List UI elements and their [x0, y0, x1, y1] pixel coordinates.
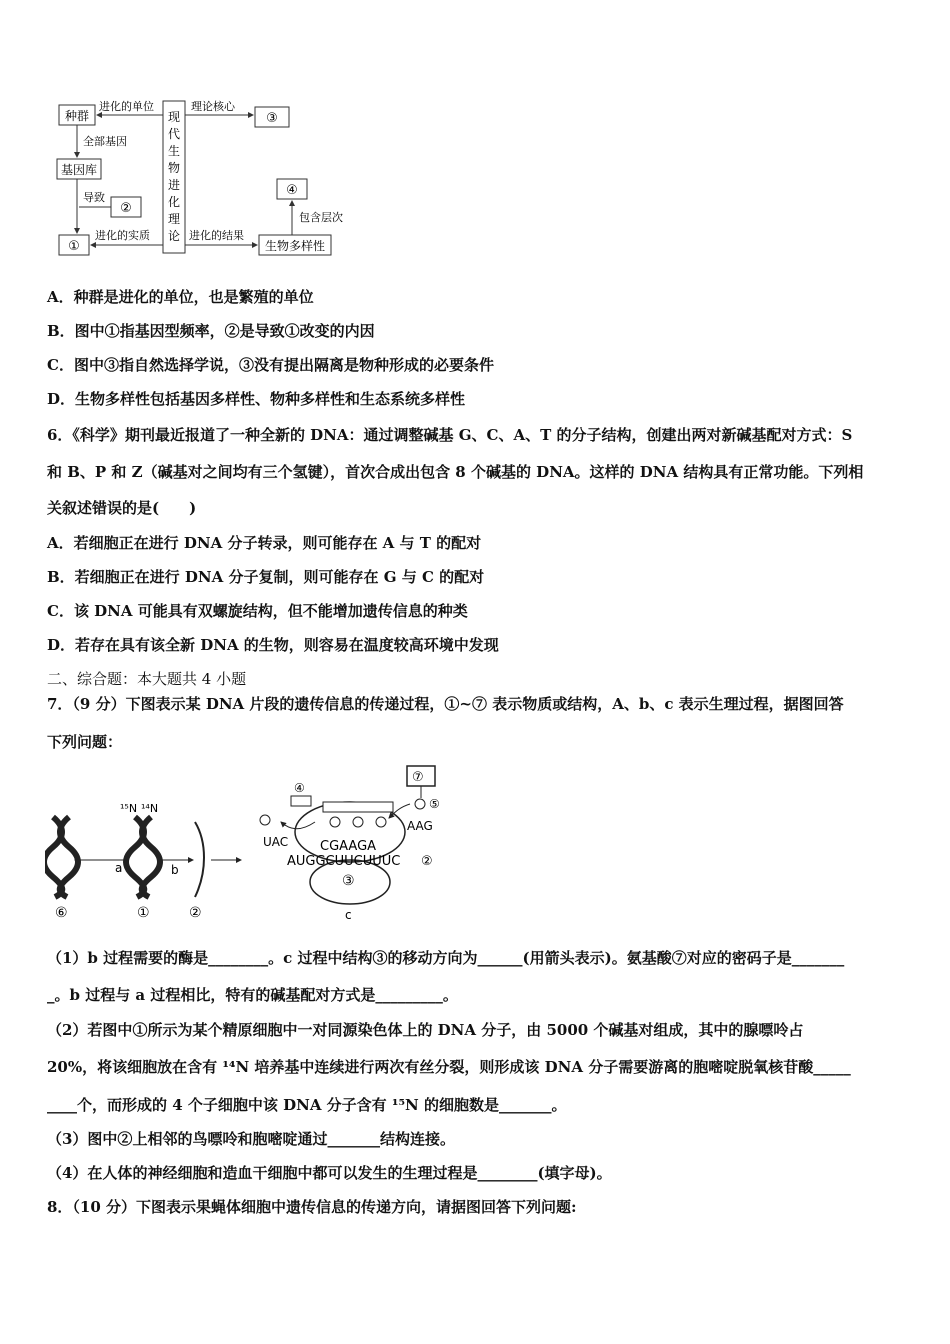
label-2-mrna: ② — [421, 854, 433, 869]
theory-char: 代 — [167, 127, 181, 141]
q6-stem-line2: 和 B、P 和 Z（碱基对之间均有三个氢键），首次合成出包含 8 个碱基的 DNA。这样的 DNA 结构具有正常功能。下列相 — [47, 463, 864, 481]
q5-option-d: D．生物多样性包括基因多样性、物种多样性和生态系统多样性 — [47, 390, 466, 408]
q7-part2-line2: 20%，将该细胞放在含有 ¹⁴N 培养基中连续进行两次有丝分裂，则形成该 DNA 分子需要游离的胞嘧啶脱氧核苷酸_____ — [47, 1058, 851, 1076]
codon-aag: AAG — [407, 819, 433, 833]
q6-option-c: C．该 DNA 可能具有双螺旋结构，但不能增加遗传信息的种类 — [47, 602, 468, 620]
mrna-sequence: AUGGCUUCUUUC — [287, 854, 401, 869]
core-label: 理论核心 — [191, 100, 235, 113]
q6-option-b: B．若细胞正在进行 DNA 分子复制，则可能存在 G 与 C 的配对 — [47, 568, 485, 586]
label-6: ⑥ — [55, 905, 68, 921]
gene-expression-diagram — [45, 762, 445, 922]
single-strand-2 — [195, 822, 204, 897]
anticodon-cgaaga: CGAAGA — [320, 839, 377, 854]
gene-pool-box: 基因库 — [60, 163, 98, 177]
label-7: ⑦ — [412, 770, 424, 785]
cause-label: 导致 — [83, 191, 105, 204]
unit-label: 进化的单位 — [99, 100, 154, 113]
label-3: ③ — [342, 873, 355, 889]
box-4: ④ — [286, 183, 298, 198]
n15-label: ¹⁵N — [120, 802, 138, 815]
all-genes-label: 全部基因 — [83, 135, 127, 148]
theory-char: 现 — [167, 110, 181, 124]
theory-char: 物 — [167, 161, 181, 175]
q6-option-d: D．若存在具有该全新 DNA 的生物，则容易在温度较高环境中发现 — [47, 636, 499, 654]
q7-part1-line2: _。b 过程与 a 过程相比，特有的碱基配对方式是_________。 — [47, 986, 458, 1004]
q7-part2-line3: ____个，而形成的 4 个子细胞中该 DNA 分子含有 ¹⁵N 的细胞数是_______。 — [47, 1096, 567, 1114]
process-c: c — [345, 908, 352, 922]
label-2: ② — [189, 905, 202, 921]
theory-vertical-label — [168, 110, 180, 243]
essence-label: 进化的实质 — [95, 229, 150, 242]
result-label: 进化的结果 — [189, 229, 244, 242]
n14-label: ¹⁴N — [141, 802, 159, 815]
box-1: ① — [68, 239, 80, 254]
q8-stem: 8．（10 分）下图表示果蝇体细胞中遗传信息的传递方向，请据图回答下列问题: — [47, 1198, 577, 1216]
levels-label: 包含层次 — [299, 211, 343, 224]
q7-part2-line1: （2）若图中①所示为某个精原细胞中一对同源染色体上的 DNA 分子，由 5000 个碱基对组成，其中的腺嘌呤占 — [47, 1021, 804, 1039]
theory-char: 论 — [167, 229, 181, 243]
theory-char: 生 — [167, 144, 181, 158]
evolution-concept-diagram — [55, 97, 355, 262]
dna-helix-1 — [126, 817, 160, 897]
q7-part3: （3）图中②上相邻的鸟嘌呤和胞嘧啶通过_______结构连接。 — [47, 1130, 455, 1148]
theory-char: 理 — [167, 212, 181, 226]
theory-char: 化 — [167, 195, 181, 209]
diversity-box: 生物多样性 — [264, 239, 326, 253]
box-2: ② — [120, 201, 132, 216]
q6-stem-line1: 6．《科学》期刊最近报道了一种全新的 DNA：通过调整碱基 G、C、A、T 的分子结构，创建出两对新碱基配对方式：S — [47, 426, 853, 444]
process-a: a — [115, 861, 123, 875]
box-3: ③ — [266, 111, 278, 126]
population-box: 种群 — [64, 109, 90, 123]
anticodon-uac: UAC — [263, 835, 289, 849]
process-b: b — [171, 863, 179, 877]
q5-option-a: A．种群是进化的单位，也是繁殖的单位 — [47, 288, 314, 306]
label-1: ① — [137, 905, 150, 921]
q7-part1-line1: （1）b 过程需要的酶是________。c 过程中结构③的移动方向为______(用箭头表示)。氨基酸⑦对应的密码子是_______ — [47, 949, 845, 967]
dna-helix-6 — [45, 817, 78, 897]
q6-stem-line3: 关叙述错误的是( ) — [47, 499, 197, 517]
q5-option-c: C．图中③指自然选择学说，③没有提出隔离是物种形成的必要条件 — [47, 356, 494, 374]
section-heading: 二、综合题：本大题共 4 小题 — [47, 670, 247, 688]
q7-stem-line1: 7．（9 分）下图表示某 DNA 片段的遗传信息的传递过程，①~⑦ 表示物质或结构，A、b、c 表示生理过程，据图回答 — [47, 695, 844, 713]
theory-char: 进 — [167, 178, 181, 192]
label-5: ⑤ — [429, 797, 440, 811]
q7-part4: （4）在人体的神经细胞和造血干细胞中都可以发生的生理过程是________(填字母)。 — [47, 1164, 612, 1182]
q5-option-b: B．图中①指基因型频率，②是导致①改变的内因 — [47, 322, 375, 340]
label-4: ④ — [294, 781, 305, 795]
q7-stem-line2: 下列问题： — [47, 733, 123, 751]
q6-option-a: A．若细胞正在进行 DNA 分子转录，则可能存在 A 与 T 的配对 — [47, 534, 482, 552]
